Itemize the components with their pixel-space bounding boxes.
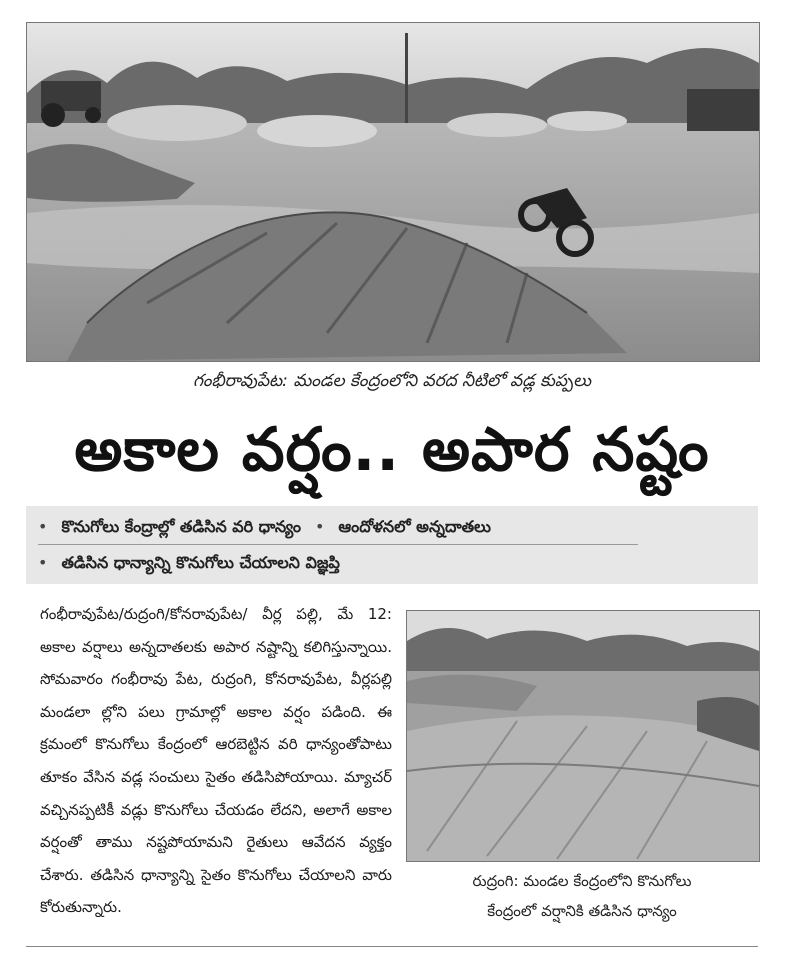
- subheadline-box: [26, 506, 758, 584]
- subheadline-1-text-b: ఆందోళనలో అన్నదాతలు: [338, 517, 491, 536]
- photo-caption-right-line1: రుద్రంగి: మండల కేంద్రంలోని కొనుగోలు: [472, 872, 692, 890]
- subheadline-1: [38, 512, 491, 542]
- subheadline-1-text-a: కొనుగోలు కేంద్రాల్లో తడిసిన వరి ధాన్యం: [61, 517, 301, 536]
- subheadline-divider: [38, 544, 638, 545]
- photo-illustration-right: [407, 611, 759, 861]
- bottom-divider: [26, 946, 758, 947]
- article-body: గంభీరావుపేట/రుద్రంగి/కోనరావుపేట/ వీర్ల పల్లి, మే 12: అకాల వర్షాలు అన్నదాతలకు అపార నష్టాన్ని కలిగిస్తున్నాయి. సోమవారం గంభీరావు పేట, రుద్రంగి, కోనరావుపేట, వీర్లపల్లి మండలా ల్లోని పలు గ్రామాల్లో అకాల వర్షం పడింది. ఈ క్రమంలో కొనుగోలు కేంద్రంలో ఆరబెట్టిన వరి ధాన్యంతోపాటు తూకం వేసిన వడ్ల సంచులు సైతం తడిసిపోయాయి. మ్యాచర్ వచ్చినప్పటికీ వడ్లు కొనుగోలు చేయడం లేదని, అలాగే అకాల వర్షంతో తాము నష్టపోయామని రైతులు ఆవేదన వ్యక్తం చేశారు. తడిసిన ధాన్యాన్ని సైతం కొనుగోలు చేయాలని వారు కోరుతున్నారు.: [40, 605, 392, 917]
- photo-wet-grain-heaps: [26, 22, 760, 362]
- bullet-icon: •: [314, 517, 325, 536]
- subheadline-2: [38, 548, 340, 578]
- photo-illustration: [27, 23, 759, 361]
- photo-caption-right-line2: కేంద్రంలో వర్షానికి తడిసిన ధాన్యం: [487, 902, 677, 920]
- headline: అకాల వర్షం.. అపార నష్టం: [74, 415, 710, 485]
- bullet-icon: •: [38, 517, 48, 536]
- subheadline-2-text: తడిసిన ధాన్యాన్ని కొనుగోలు చేయాలని విజ్ఞప్తి: [61, 553, 340, 572]
- photo-caption-right: [406, 866, 758, 932]
- photo-caption-top: గంభీరావుపేట: మండల కేంద్రంలోని వరద నీటిలో వడ్ల కుప్పలు: [192, 371, 592, 391]
- photo-covered-grain: [406, 610, 760, 862]
- bullet-icon: •: [38, 553, 48, 572]
